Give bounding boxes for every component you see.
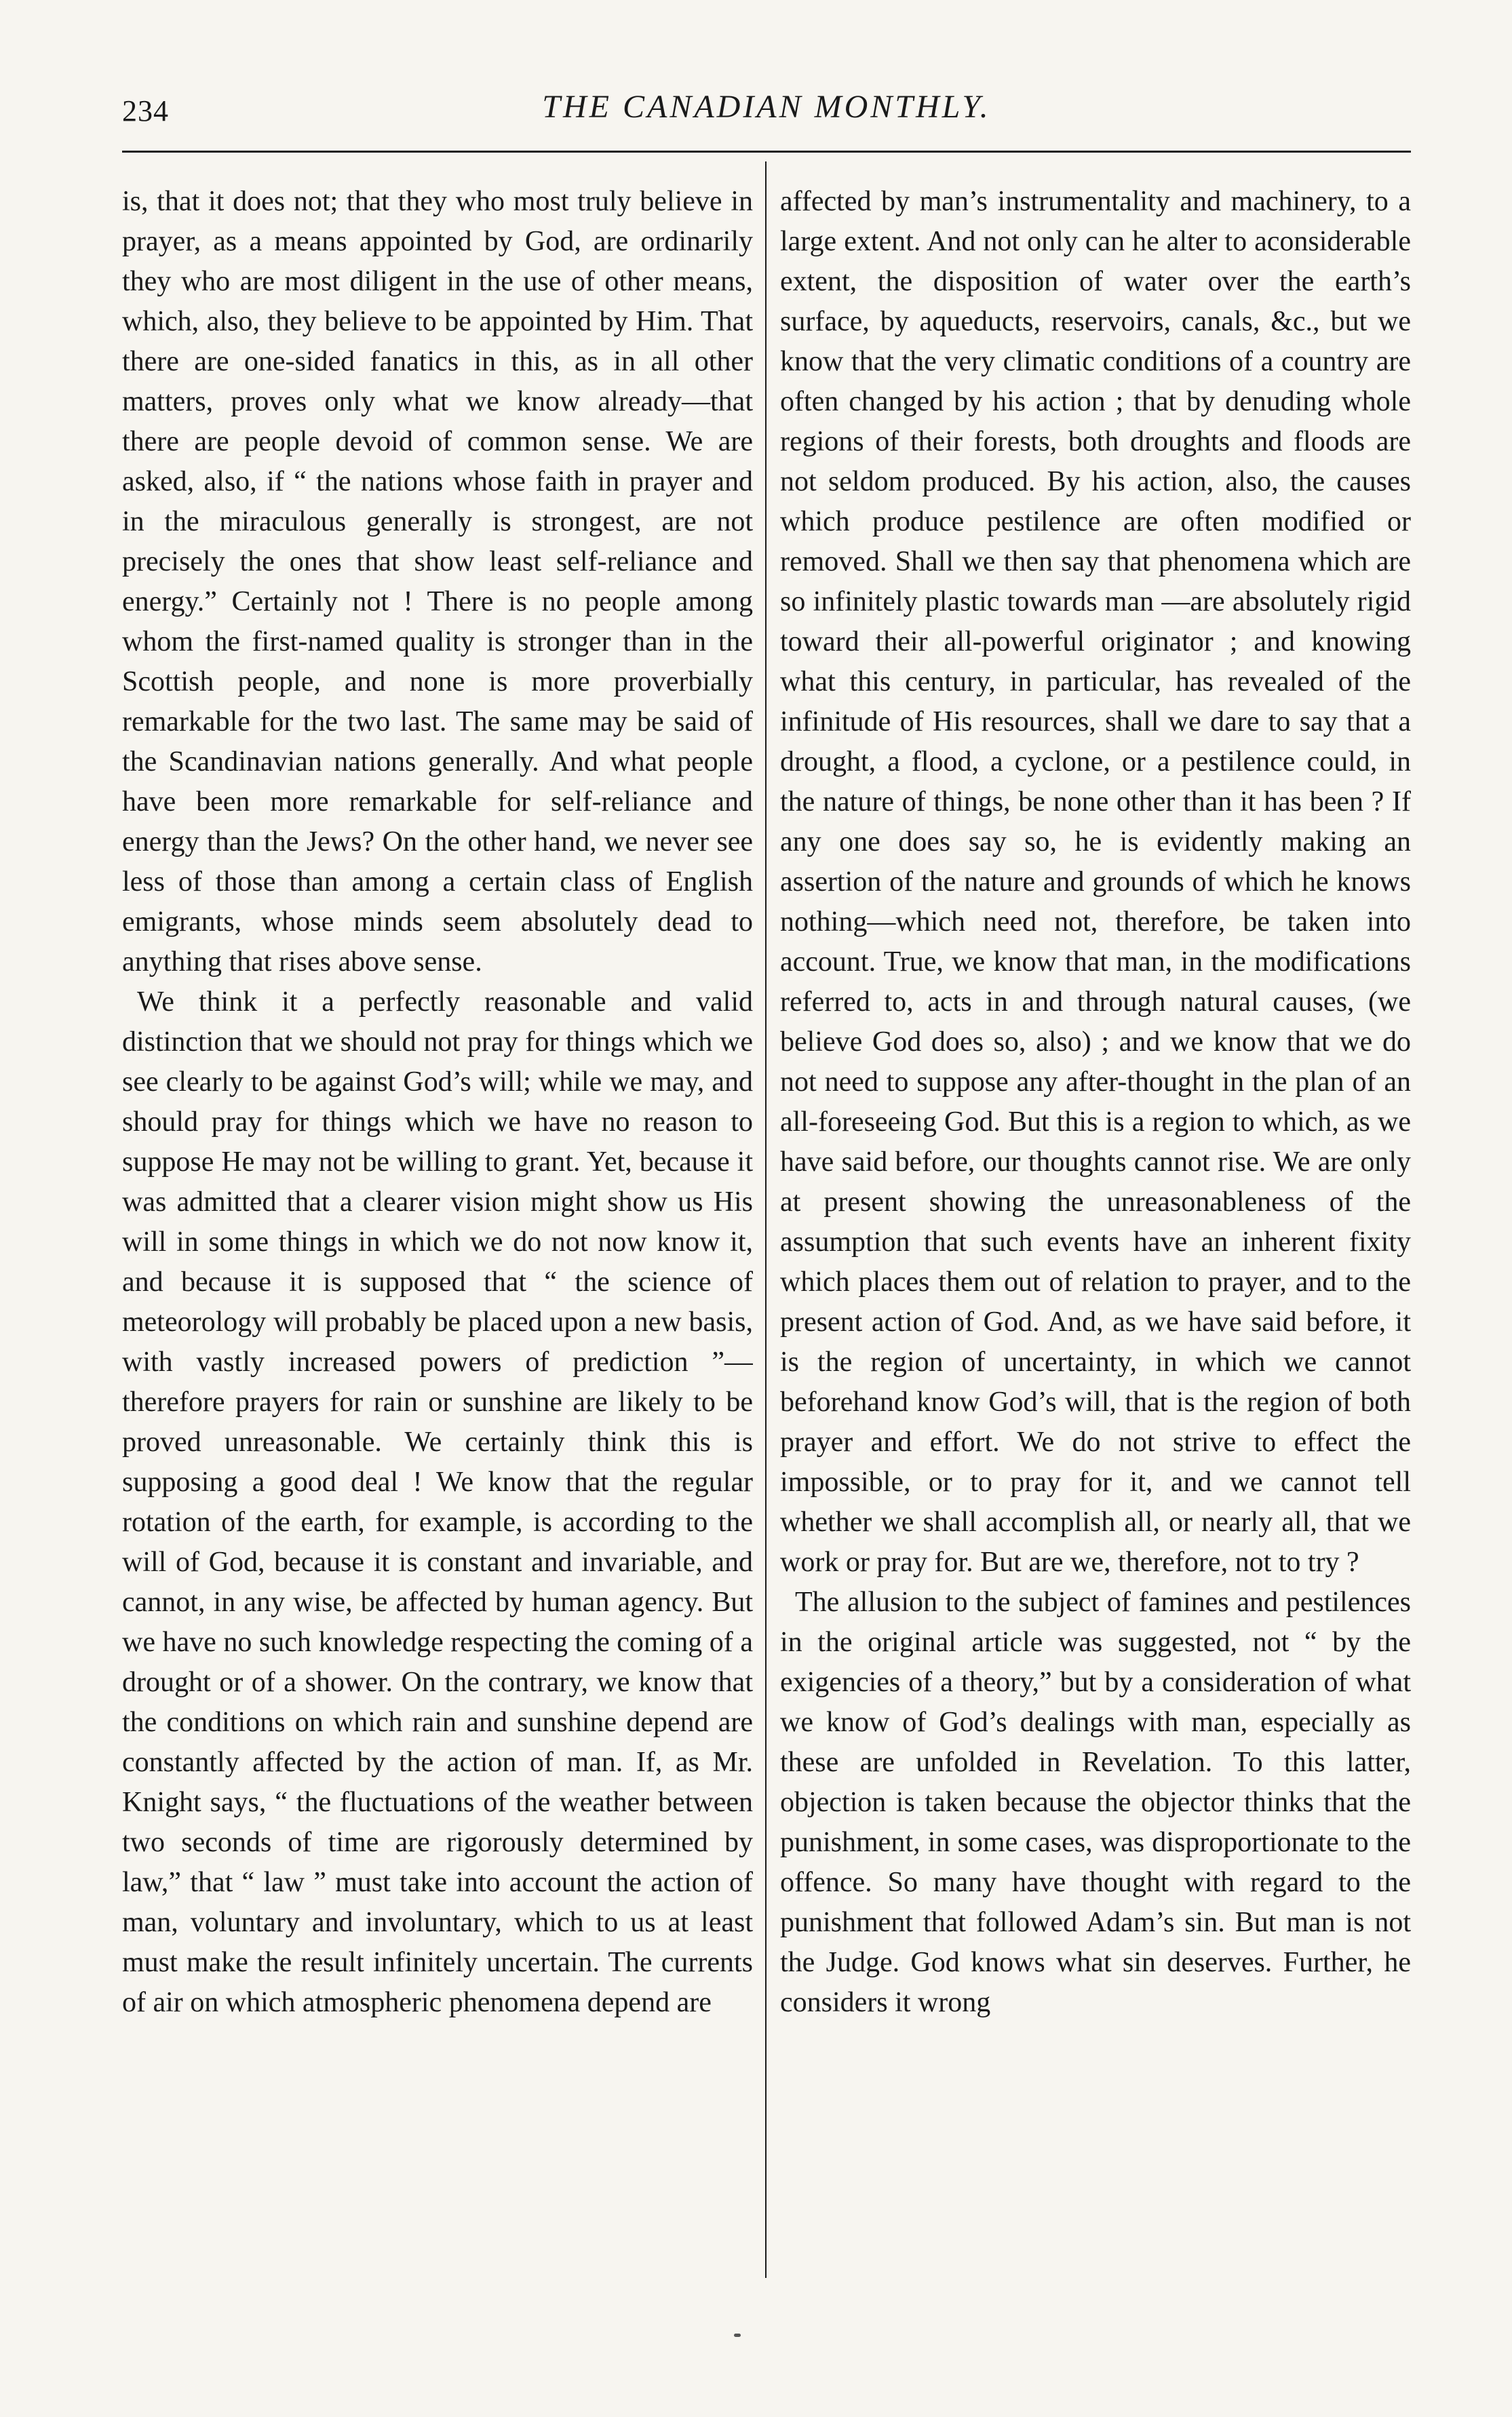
running-header <box>122 88 1411 142</box>
printer-mark <box>734 2334 741 2337</box>
paragraph: We think it a perfectly reasonable and valid distinction that we should not pray for things which we see clearly to be against God’s will; while we may, and should pray for things which we have no reason to suppose He may not be willing to grant. Yet, because it was admitted that a clearer vision might show us His will in some things in which we do not now know it, and because it is supposed that “ the science of meteorology will probably be placed upon a new basis, with vastly increased powers of prediction ”—therefore prayers for rain or sunshine are likely to be proved unreasonable. We certainly think this is supposing a good deal ! We know that the regular rotation of the earth, for example, is according to the will of God, because it is constant and invariable, and cannot, in any wise, be affected by human agency. But we have no such knowledge respecting the coming of a drought or of a shower. On the contrary, we know that the conditions on which rain and sunshine depend are constantly affected by the action of man. If, as Mr. Knight says, “ the fluctuations of the weather between two seconds of time are rigorously determined by law,” that “ law ” must take into account the action of man, voluntary and involuntary, which to us at least must make the result infinitely uncertain. The currents of air on which atmospheric phenomena depend are <box>122 986 753 2018</box>
paragraph: is, that it does not; that they who most truly believe in prayer, as a means appointed by God, are ordinarily they who are most diligent in the use of other means, which, also, they believe to be appointed by Him. That there are one-sided fanatics in this, as in all other matters, proves only what we know already—that there are people devoid of common sense. We are asked, also, if “ the nations whose faith in prayer and in the miraculous generally is strongest, are not precisely the ones that show least self-reliance and energy.” Certainly not ! There is no people among whom the first-named quality is stronger than in the Scottish people, and none is more proverbially remarkable for the two last. The same may be said of the Scandinavian nations generally. And what people have been more remarkable for self-reliance and energy than the Jews? On the other hand, we never see less of those than among a certain class of English emigrants, whose minds seem absolutely dead to anything that rises above sense. <box>122 186 753 978</box>
header-rule <box>122 151 1411 153</box>
paragraph: affected by man’s instrumentality and machinery, to a large extent. And not only can he alter to aconsiderable extent, the disposition of water over the earth’s surface, by aqueducts, reservoirs, canals, &c., but we know that the very climatic conditions of a country are often changed by his action ; that by denuding whole regions of their forests, both droughts and floods are not seldom produced. By his action, also, the causes which produce pestilence are often modified or removed. Shall we then say that phenomena which are so infinitely plastic towards man —are absolutely rigid toward their all-powerful originator ; and knowing what this century, in particular, has revealed of the infinitude of His resources, shall we dare to say that a drought, a flood, a cyclone, or a pestilence could, in the nature of things, be none other than it has been ? If any one does say so, he is evidently making an assertion of the nature and grounds of which he knows nothing—which need not, therefore, be taken into account. True, we know that man, in the modifications referred to, acts in and through natural causes, (we believe God does so, also) ; and we know that we do not need to suppose any after-thought in the plan of an all-foreseeing God. But this is a region to which, as we have said before, our thoughts cannot rise. We are only at present showing the unreasonableness of the assumption that such events have an inherent fixity which places them out of relation to prayer, and to the present action of God. And, as we have said before, it is the region of uncertainty, in which we cannot beforehand know God’s will, that is the region of both prayer and effort. We do not strive to effect the impossible, or to pray for it, and we cannot tell whether we shall accomplish all, or nearly all, that we work or pray for. But are we, therefore, not to try ? <box>780 186 1411 1578</box>
running-title: THE CANADIAN MONTHLY. <box>542 89 991 125</box>
column-divider <box>765 161 767 2278</box>
paragraph: The allusion to the subject of famines and pestilences in the original article was suggested, not “ by the exigencies of a theory,” but by a consideration of what we know of God’s dealings with man, especially as these are unfolded in Revelation. To this latter, objection is taken because the objector thinks that the punishment, in some cases, was disproportionate to the offence. So many have thought with regard to the punishment that followed Adam’s sin. But man is not the Judge. God knows what sin deserves. Further, he considers it wrong <box>780 1587 1411 2018</box>
left-column <box>122 182 753 2258</box>
right-column <box>780 182 1411 2258</box>
page-number: 234 <box>122 94 169 128</box>
